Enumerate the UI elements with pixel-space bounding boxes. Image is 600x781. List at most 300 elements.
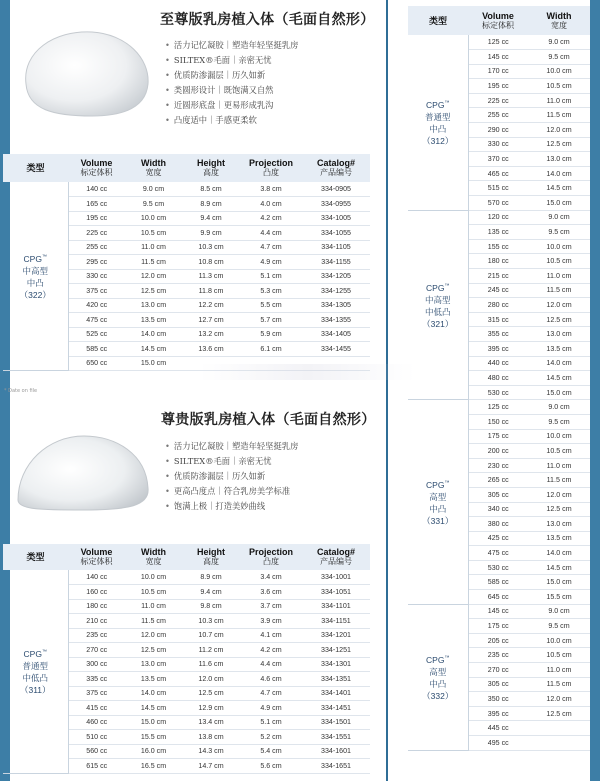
height-cell: 9.9 cm bbox=[182, 226, 240, 241]
watermark bbox=[200, 364, 415, 380]
height-cell: 14.3 cm bbox=[182, 744, 240, 759]
volume-cell: 350 cc bbox=[468, 692, 528, 707]
catalog-cell: 334-0905 bbox=[302, 182, 370, 197]
height-cell: 11.6 cm bbox=[182, 657, 240, 672]
height-cell: 8.9 cm bbox=[182, 197, 240, 212]
width-cell: 9.5 cm bbox=[528, 414, 590, 429]
feature-item: • 饱满上极｜打造美妙曲线 bbox=[165, 501, 266, 511]
volume-cell: 290 cc bbox=[468, 123, 528, 138]
height-cell: 12.2 cm bbox=[182, 298, 240, 313]
right-edge-bar bbox=[590, 0, 600, 781]
height-cell: 12.0 cm bbox=[182, 672, 240, 687]
section1-feature-list bbox=[165, 38, 298, 128]
width-cell: 12.0 cm bbox=[528, 692, 590, 707]
volume-cell: 165 cc bbox=[68, 197, 125, 212]
projection-cell: 5.9 cm bbox=[240, 327, 302, 342]
catalog-cell: 334-1101 bbox=[302, 599, 370, 614]
height-cell: 12.5 cm bbox=[182, 686, 240, 701]
width-cell: 12.5 cm bbox=[528, 502, 590, 517]
feature-item: • 优质防渗漏层｜历久如新 bbox=[165, 471, 266, 481]
width-cell: 9.5 cm bbox=[125, 197, 182, 212]
width-cell: 11.0 cm bbox=[125, 599, 182, 614]
type-line1: 高型 bbox=[429, 667, 447, 678]
volume-cell: 255 cc bbox=[68, 240, 125, 255]
width-cell: 13.5 cm bbox=[528, 531, 590, 546]
volume-cell: 135 cc bbox=[468, 225, 528, 240]
projection-cell: 4.4 cm bbox=[240, 657, 302, 672]
feature-item: • SILTEX®毛面｜亲密无忧 bbox=[165, 55, 272, 65]
width-cell: 14.5 cm bbox=[528, 371, 590, 386]
type-line2: 中低凸 bbox=[424, 306, 451, 317]
type-code: （321） bbox=[422, 318, 454, 329]
volume-cell: 315 cc bbox=[468, 312, 528, 327]
column-divider bbox=[386, 0, 388, 781]
projection-cell: 4.4 cm bbox=[240, 226, 302, 241]
width-cell: 12.5 cm bbox=[528, 312, 590, 327]
header-volume: Volume 标定体积 bbox=[68, 544, 125, 570]
catalog-cell: 334-1001 bbox=[302, 570, 370, 585]
width-cell: 13.0 cm bbox=[528, 327, 590, 342]
width-cell: 11.5 cm bbox=[125, 614, 182, 629]
catalog-cell: 334-1351 bbox=[302, 672, 370, 687]
volume-cell: 425 cc bbox=[468, 531, 528, 546]
spec-table-right bbox=[408, 6, 590, 751]
width-cell: 15.0 cm bbox=[125, 356, 182, 371]
volume-cell: 395 cc bbox=[468, 341, 528, 356]
width-cell: 11.5 cm bbox=[528, 283, 590, 298]
volume-cell: 265 cc bbox=[468, 473, 528, 488]
width-cell: 10.5 cm bbox=[528, 648, 590, 663]
height-cell: 10.7 cm bbox=[182, 628, 240, 643]
width-cell: 14.5 cm bbox=[125, 701, 182, 716]
catalog-cell: 334-1455 bbox=[302, 342, 370, 357]
projection-cell: 5.2 cm bbox=[240, 730, 302, 745]
volume-cell: 145 cc bbox=[468, 50, 528, 65]
header-width: Width 宽度 bbox=[125, 154, 182, 182]
catalog-cell: 334-1255 bbox=[302, 284, 370, 299]
type-line1: 普通型 bbox=[22, 661, 48, 672]
projection-cell: 3.9 cm bbox=[240, 614, 302, 629]
catalog-cell: 334-0955 bbox=[302, 197, 370, 212]
volume-cell: 210 cc bbox=[68, 614, 125, 629]
height-cell: 11.2 cm bbox=[182, 643, 240, 658]
width-cell: 10.5 cm bbox=[125, 585, 182, 600]
volume-cell: 180 cc bbox=[68, 599, 125, 614]
volume-cell: 530 cc bbox=[468, 385, 528, 400]
width-cell: 10.0 cm bbox=[528, 633, 590, 648]
projection-cell: 4.7 cm bbox=[240, 686, 302, 701]
width-cell: 9.0 cm bbox=[528, 35, 590, 50]
width-cell bbox=[528, 736, 590, 751]
volume-cell: 175 cc bbox=[468, 619, 528, 634]
volume-cell: 445 cc bbox=[468, 721, 528, 736]
volume-cell: 585 cc bbox=[68, 342, 125, 357]
width-cell: 11.0 cm bbox=[125, 240, 182, 255]
header-volume: Volume 标定体积 bbox=[468, 6, 528, 35]
feature-text: SILTEX®毛面｜亲密无忧 bbox=[173, 55, 272, 65]
width-cell: 12.5 cm bbox=[528, 137, 590, 152]
header-type: 类型 bbox=[3, 154, 68, 182]
volume-cell: 180 cc bbox=[468, 254, 528, 269]
type-label bbox=[408, 35, 468, 210]
projection-cell: 5.6 cm bbox=[240, 759, 302, 774]
type-line2: 中凸 bbox=[26, 277, 44, 288]
height-cell: 12.9 cm bbox=[182, 701, 240, 716]
header-width: Width 宽度 bbox=[125, 544, 182, 570]
volume-cell: 475 cc bbox=[68, 313, 125, 328]
volume-cell: 150 cc bbox=[468, 414, 528, 429]
height-cell: 13.2 cm bbox=[182, 327, 240, 342]
width-cell: 9.5 cm bbox=[528, 50, 590, 65]
catalog-cell: 334-1005 bbox=[302, 211, 370, 226]
type-label bbox=[3, 182, 68, 371]
volume-cell: 295 cc bbox=[68, 255, 125, 270]
projection-cell: 4.9 cm bbox=[240, 701, 302, 716]
width-cell: 12.5 cm bbox=[528, 706, 590, 721]
volume-cell: 300 cc bbox=[68, 657, 125, 672]
volume-cell: 650 cc bbox=[68, 356, 125, 371]
catalog-cell: 334-1205 bbox=[302, 269, 370, 284]
volume-cell: 460 cc bbox=[68, 715, 125, 730]
width-cell: 10.0 cm bbox=[125, 570, 182, 585]
spec-table-311 bbox=[3, 544, 370, 774]
volume-cell: 570 cc bbox=[468, 196, 528, 211]
width-cell: 11.0 cm bbox=[528, 663, 590, 678]
projection-cell: 4.2 cm bbox=[240, 643, 302, 658]
volume-cell: 375 cc bbox=[68, 284, 125, 299]
height-cell: 14.7 cm bbox=[182, 759, 240, 774]
feature-text: 活力记忆凝胶｜塑造年轻坚挺乳房 bbox=[173, 40, 299, 50]
volume-cell: 125 cc bbox=[468, 35, 528, 50]
width-cell: 13.5 cm bbox=[125, 672, 182, 687]
implant-image-1 bbox=[14, 24, 158, 120]
height-cell: 13.6 cm bbox=[182, 342, 240, 357]
type-brand: CPG bbox=[426, 282, 445, 293]
volume-cell: 305 cc bbox=[468, 487, 528, 502]
type-code: （331） bbox=[422, 515, 454, 526]
width-cell: 11.5 cm bbox=[528, 108, 590, 123]
volume-cell: 120 cc bbox=[468, 210, 528, 225]
catalog-cell: 334-1551 bbox=[302, 730, 370, 745]
width-cell: 15.5 cm bbox=[528, 590, 590, 605]
projection-cell: 5.1 cm bbox=[240, 715, 302, 730]
width-cell: 16.0 cm bbox=[125, 744, 182, 759]
width-cell: 10.0 cm bbox=[528, 239, 590, 254]
width-cell: 13.5 cm bbox=[125, 313, 182, 328]
projection-cell: 4.2 cm bbox=[240, 211, 302, 226]
type-code: （332） bbox=[422, 691, 454, 702]
width-cell: 14.5 cm bbox=[528, 560, 590, 575]
width-cell: 14.0 cm bbox=[528, 546, 590, 561]
type-line1: 中高型 bbox=[22, 265, 48, 276]
width-cell bbox=[528, 721, 590, 736]
projection-cell: 5.5 cm bbox=[240, 298, 302, 313]
header-catalog: Catalog# 产品编号 bbox=[302, 154, 370, 182]
width-cell: 9.0 cm bbox=[528, 400, 590, 415]
catalog-cell: 334-1201 bbox=[302, 628, 370, 643]
height-cell: 12.7 cm bbox=[182, 313, 240, 328]
header-type: 类型 bbox=[3, 544, 68, 570]
type-code: （311） bbox=[19, 685, 51, 696]
feature-text: 优质防渗漏层｜历久如新 bbox=[173, 471, 266, 481]
type-line1: 高型 bbox=[429, 491, 447, 502]
width-cell: 11.5 cm bbox=[125, 255, 182, 270]
section1-title: 至尊版乳房植入体（毛面自然形） bbox=[160, 12, 375, 28]
feature-item: • 活力记忆凝胶｜塑造年轻坚挺乳房 bbox=[165, 40, 299, 50]
volume-cell: 255 cc bbox=[468, 108, 528, 123]
projection-cell: 3.4 cm bbox=[240, 570, 302, 585]
catalog-cell: 334-1105 bbox=[302, 240, 370, 255]
feature-item: • 更高凸度点｜符合乳房美学标准 bbox=[165, 486, 291, 496]
volume-cell: 395 cc bbox=[468, 706, 528, 721]
width-cell: 15.0 cm bbox=[528, 385, 590, 400]
feature-text: 近圆形底盘｜更易形成乳沟 bbox=[173, 100, 274, 110]
width-cell: 14.5 cm bbox=[125, 342, 182, 357]
table-row bbox=[3, 570, 370, 585]
catalog-cell: 334-1401 bbox=[302, 686, 370, 701]
type-line2: 中低凸 bbox=[22, 673, 48, 684]
volume-cell: 375 cc bbox=[68, 686, 125, 701]
volume-cell: 160 cc bbox=[68, 585, 125, 600]
width-cell: 12.0 cm bbox=[528, 298, 590, 313]
volume-cell: 615 cc bbox=[68, 759, 125, 774]
projection-cell: 4.0 cm bbox=[240, 197, 302, 212]
width-cell: 15.0 cm bbox=[125, 715, 182, 730]
table-row bbox=[3, 182, 370, 197]
width-cell: 14.5 cm bbox=[528, 181, 590, 196]
type-brand: CPG bbox=[23, 649, 42, 660]
projection-cell: 5.7 cm bbox=[240, 313, 302, 328]
volume-cell: 125 cc bbox=[468, 400, 528, 415]
catalog-cell: 334-1305 bbox=[302, 298, 370, 313]
width-cell: 16.5 cm bbox=[125, 759, 182, 774]
volume-cell: 235 cc bbox=[68, 628, 125, 643]
width-cell: 9.5 cm bbox=[528, 225, 590, 240]
width-cell: 10.5 cm bbox=[528, 444, 590, 459]
feature-text: 活力记忆凝胶｜塑造年轻坚挺乳房 bbox=[173, 441, 299, 451]
type-tm: ™ bbox=[444, 655, 450, 662]
volume-cell: 225 cc bbox=[68, 226, 125, 241]
width-cell: 14.0 cm bbox=[125, 686, 182, 701]
width-cell: 12.0 cm bbox=[125, 628, 182, 643]
header-height: Height 高度 bbox=[182, 154, 240, 182]
width-cell: 11.0 cm bbox=[528, 458, 590, 473]
catalog-cell: 334-1651 bbox=[302, 759, 370, 774]
feature-text: SILTEX®毛面｜亲密无忧 bbox=[173, 456, 272, 466]
volume-cell: 155 cc bbox=[468, 239, 528, 254]
volume-cell: 205 cc bbox=[468, 633, 528, 648]
width-cell: 9.0 cm bbox=[125, 182, 182, 197]
volume-cell: 145 cc bbox=[468, 604, 528, 619]
volume-cell: 585 cc bbox=[468, 575, 528, 590]
height-cell: 9.4 cm bbox=[182, 211, 240, 226]
projection-cell: 5.4 cm bbox=[240, 744, 302, 759]
width-cell: 12.0 cm bbox=[125, 269, 182, 284]
volume-cell: 530 cc bbox=[468, 560, 528, 575]
feature-item: • SILTEX®毛面｜亲密无忧 bbox=[165, 456, 272, 466]
height-cell: 11.8 cm bbox=[182, 284, 240, 299]
feature-item: • 凸度适中｜手感更柔软 bbox=[165, 115, 257, 125]
section2-title: 尊贵版乳房植入体（毛面自然形） bbox=[161, 412, 376, 428]
volume-cell: 440 cc bbox=[468, 356, 528, 371]
width-cell: 10.5 cm bbox=[528, 254, 590, 269]
projection-cell: 5.3 cm bbox=[240, 284, 302, 299]
width-cell: 11.5 cm bbox=[528, 473, 590, 488]
volume-cell: 305 cc bbox=[468, 677, 528, 692]
projection-cell: 4.1 cm bbox=[240, 628, 302, 643]
type-brand: CPG bbox=[23, 253, 42, 264]
volume-cell: 280 cc bbox=[468, 298, 528, 313]
catalog-cell: 334-1155 bbox=[302, 255, 370, 270]
volume-cell: 230 cc bbox=[468, 458, 528, 473]
catalog-cell: 334-1251 bbox=[302, 643, 370, 658]
volume-cell: 270 cc bbox=[468, 663, 528, 678]
volume-cell: 140 cc bbox=[68, 182, 125, 197]
volume-cell: 380 cc bbox=[468, 517, 528, 532]
width-cell: 10.5 cm bbox=[528, 79, 590, 94]
type-label bbox=[408, 400, 468, 604]
volume-cell: 525 cc bbox=[68, 327, 125, 342]
header-volume: Volume 标定体积 bbox=[68, 154, 125, 182]
width-cell: 13.0 cm bbox=[528, 152, 590, 167]
header-type: 类型 bbox=[408, 6, 468, 35]
volume-cell: 225 cc bbox=[468, 93, 528, 108]
type-label bbox=[408, 604, 468, 750]
catalog-cell: 334-1051 bbox=[302, 585, 370, 600]
volume-cell: 515 cc bbox=[468, 181, 528, 196]
catalog-cell: 334-1451 bbox=[302, 701, 370, 716]
type-code: （312） bbox=[422, 136, 454, 147]
volume-cell: 645 cc bbox=[468, 590, 528, 605]
projection-cell: 3.7 cm bbox=[240, 599, 302, 614]
width-cell: 10.0 cm bbox=[528, 429, 590, 444]
header-projection: Projection 凸度 bbox=[240, 154, 302, 182]
width-cell: 9.0 cm bbox=[528, 210, 590, 225]
height-cell: 10.3 cm bbox=[182, 240, 240, 255]
projection-cell: 4.7 cm bbox=[240, 240, 302, 255]
height-cell: 8.5 cm bbox=[182, 182, 240, 197]
type-line1: 中高型 bbox=[424, 294, 451, 305]
type-brand: CPG bbox=[426, 479, 445, 490]
height-cell: 9.8 cm bbox=[182, 599, 240, 614]
width-cell: 10.0 cm bbox=[528, 64, 590, 79]
projection-cell: 4.6 cm bbox=[240, 672, 302, 687]
width-cell: 13.0 cm bbox=[528, 517, 590, 532]
width-cell: 11.0 cm bbox=[528, 93, 590, 108]
volume-cell: 495 cc bbox=[468, 736, 528, 751]
height-cell: 9.4 cm bbox=[182, 585, 240, 600]
width-cell: 9.0 cm bbox=[528, 604, 590, 619]
volume-cell: 335 cc bbox=[68, 672, 125, 687]
feature-text: 饱满上极｜打造美妙曲线 bbox=[173, 501, 266, 511]
height-cell: 13.8 cm bbox=[182, 730, 240, 745]
volume-cell: 340 cc bbox=[468, 502, 528, 517]
type-tm: ™ bbox=[41, 649, 47, 656]
catalog-cell: 334-1601 bbox=[302, 744, 370, 759]
catalog-cell: 334-1501 bbox=[302, 715, 370, 730]
type-brand: CPG bbox=[426, 655, 445, 666]
header-height: Height 高度 bbox=[182, 544, 240, 570]
projection-cell: 3.8 cm bbox=[240, 182, 302, 197]
type-label bbox=[408, 210, 468, 400]
width-cell: 11.5 cm bbox=[528, 677, 590, 692]
width-cell: 12.0 cm bbox=[528, 123, 590, 138]
table-row bbox=[408, 604, 590, 619]
type-tm: ™ bbox=[444, 283, 450, 290]
type-brand: CPG bbox=[426, 100, 445, 111]
volume-cell: 330 cc bbox=[68, 269, 125, 284]
type-line2: 中凸 bbox=[429, 503, 447, 514]
feature-item: • 近圆形底盘｜更易形成乳沟 bbox=[165, 100, 274, 110]
width-cell: 15.0 cm bbox=[528, 575, 590, 590]
type-line2: 中凸 bbox=[429, 679, 447, 690]
projection-cell: 6.1 cm bbox=[240, 342, 302, 357]
height-cell: 10.8 cm bbox=[182, 255, 240, 270]
type-code: （322） bbox=[19, 289, 51, 300]
footnote: * Date on file bbox=[4, 388, 38, 394]
width-cell: 15.5 cm bbox=[125, 730, 182, 745]
catalog-cell: 334-1055 bbox=[302, 226, 370, 241]
volume-cell: 140 cc bbox=[68, 570, 125, 585]
feature-text: 更高凸度点｜符合乳房美学标准 bbox=[173, 486, 291, 496]
volume-cell: 420 cc bbox=[68, 298, 125, 313]
volume-cell: 330 cc bbox=[468, 137, 528, 152]
catalog-cell: 334-1301 bbox=[302, 657, 370, 672]
type-line2: 中凸 bbox=[429, 124, 447, 135]
type-line1: 普通型 bbox=[424, 112, 451, 123]
volume-cell: 195 cc bbox=[68, 211, 125, 226]
section2-feature-list bbox=[165, 439, 298, 514]
header-projection: Projection 凸度 bbox=[240, 544, 302, 570]
height-cell: 8.9 cm bbox=[182, 570, 240, 585]
feature-item: • 类圆形设计｜既饱满又自然 bbox=[165, 85, 274, 95]
height-cell: 13.4 cm bbox=[182, 715, 240, 730]
feature-item: • 活力记忆凝胶｜塑造年轻坚挺乳房 bbox=[165, 441, 299, 451]
header-width: Width 宽度 bbox=[528, 6, 590, 35]
volume-cell: 415 cc bbox=[68, 701, 125, 716]
volume-cell: 475 cc bbox=[468, 546, 528, 561]
header-catalog: Catalog# 产品编号 bbox=[302, 544, 370, 570]
volume-cell: 510 cc bbox=[68, 730, 125, 745]
implant-image-2 bbox=[8, 414, 158, 514]
width-cell: 13.5 cm bbox=[528, 341, 590, 356]
feature-text: 类圆形设计｜既饱满又自然 bbox=[173, 85, 274, 95]
volume-cell: 560 cc bbox=[68, 744, 125, 759]
volume-cell: 465 cc bbox=[468, 166, 528, 181]
width-cell: 13.0 cm bbox=[125, 657, 182, 672]
projection-cell: 3.6 cm bbox=[240, 585, 302, 600]
volume-cell: 170 cc bbox=[468, 64, 528, 79]
catalog-cell: 334-1151 bbox=[302, 614, 370, 629]
table-row bbox=[408, 35, 590, 50]
type-tm: ™ bbox=[444, 100, 450, 107]
width-cell: 11.0 cm bbox=[528, 269, 590, 284]
width-cell: 9.5 cm bbox=[528, 619, 590, 634]
volume-cell: 355 cc bbox=[468, 327, 528, 342]
projection-cell: 5.1 cm bbox=[240, 269, 302, 284]
width-cell: 14.0 cm bbox=[528, 166, 590, 181]
volume-cell: 200 cc bbox=[468, 444, 528, 459]
height-cell: 10.3 cm bbox=[182, 614, 240, 629]
feature-item: • 优质防渗漏层｜历久如新 bbox=[165, 70, 266, 80]
type-tm: ™ bbox=[444, 480, 450, 487]
table-row bbox=[408, 400, 590, 415]
catalog-cell: 334-1405 bbox=[302, 327, 370, 342]
catalog-cell: 334-1355 bbox=[302, 313, 370, 328]
volume-cell: 480 cc bbox=[468, 371, 528, 386]
width-cell: 12.0 cm bbox=[528, 487, 590, 502]
volume-cell: 195 cc bbox=[468, 79, 528, 94]
